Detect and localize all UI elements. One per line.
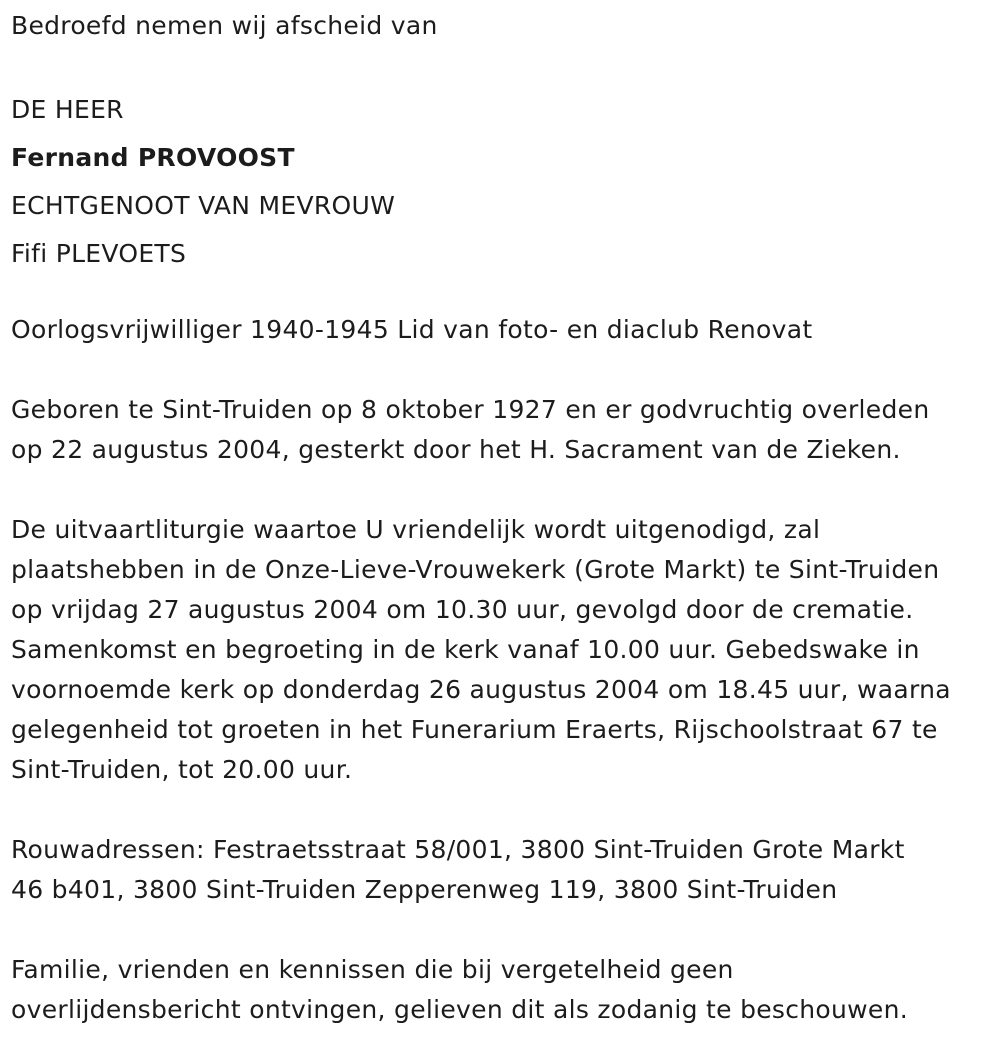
paragraph-line: Samenkomst en begroeting in de kerk vanaf 10.00 uur. Gebedswake in bbox=[11, 635, 920, 664]
closing-paragraph bbox=[11, 950, 996, 1030]
paragraph-line: Rouwadressen: Festraetsstraat 58/001, 3800 Sint-Truiden Grote Markt bbox=[11, 835, 905, 864]
spacer bbox=[11, 470, 1000, 510]
funeral-paragraph bbox=[11, 510, 996, 790]
paragraph-line: Familie, vrienden en kennissen die bij vergetelheid geen bbox=[11, 955, 734, 984]
honorific: DE HEER bbox=[11, 95, 124, 124]
addresses-paragraph bbox=[11, 830, 996, 910]
deceased-name: Fernand PROVOOST bbox=[11, 143, 295, 172]
paragraph-line: gelegenheid tot groeten in het Funerarium Eraerts, Rijschoolstraat 67 te bbox=[11, 715, 938, 744]
paragraph-line: op 22 augustus 2004, gesterkt door het H. Sacrament van de Zieken. bbox=[11, 435, 901, 464]
paragraph-line: op vrijdag 27 augustus 2004 om 10.30 uur, gevolgd door de crematie. bbox=[11, 595, 914, 624]
spacer bbox=[11, 910, 1000, 950]
paragraph-line: Sint-Truiden, tot 20.00 uur. bbox=[11, 755, 353, 784]
birth-death-paragraph bbox=[11, 390, 996, 470]
spacer bbox=[11, 278, 1000, 310]
paragraph-line: 46 b401, 3800 Sint-Truiden Zepperenweg 119, 3800 Sint-Truiden bbox=[11, 875, 838, 904]
paragraph-line: voornoemde kerk op donderdag 26 augustus 2004 om 18.45 uur, waarna bbox=[11, 675, 951, 704]
paragraph-line: De uitvaartliturgie waartoe U vriendelijk wordt uitgenodigd, zal bbox=[11, 515, 821, 544]
intro-text: Bedroefd nemen wij afscheid van bbox=[11, 11, 438, 40]
paragraph-line: Geboren te Sint-Truiden op 8 oktober 1927 en er godvruchtig overleden bbox=[11, 395, 930, 424]
spacer bbox=[11, 350, 1000, 390]
titles-text: Oorlogsvrijwilliger 1940-1945 Lid van foto- en diaclub Renovat bbox=[11, 315, 813, 344]
paragraph-line: overlijdensbericht ontvingen, gelieven dit als zodanig te beschouwen. bbox=[11, 995, 908, 1024]
paragraph-line: plaatshebben in de Onze-Lieve-Vrouwekerk (Grote Markt) te Sint-Truiden bbox=[11, 555, 940, 584]
spacer bbox=[11, 46, 1000, 86]
spouse-relation: ECHTGENOOT VAN MEVROUW bbox=[11, 191, 396, 220]
spacer bbox=[11, 790, 1000, 830]
spouse-name: Fifi PLEVOETS bbox=[11, 239, 187, 268]
